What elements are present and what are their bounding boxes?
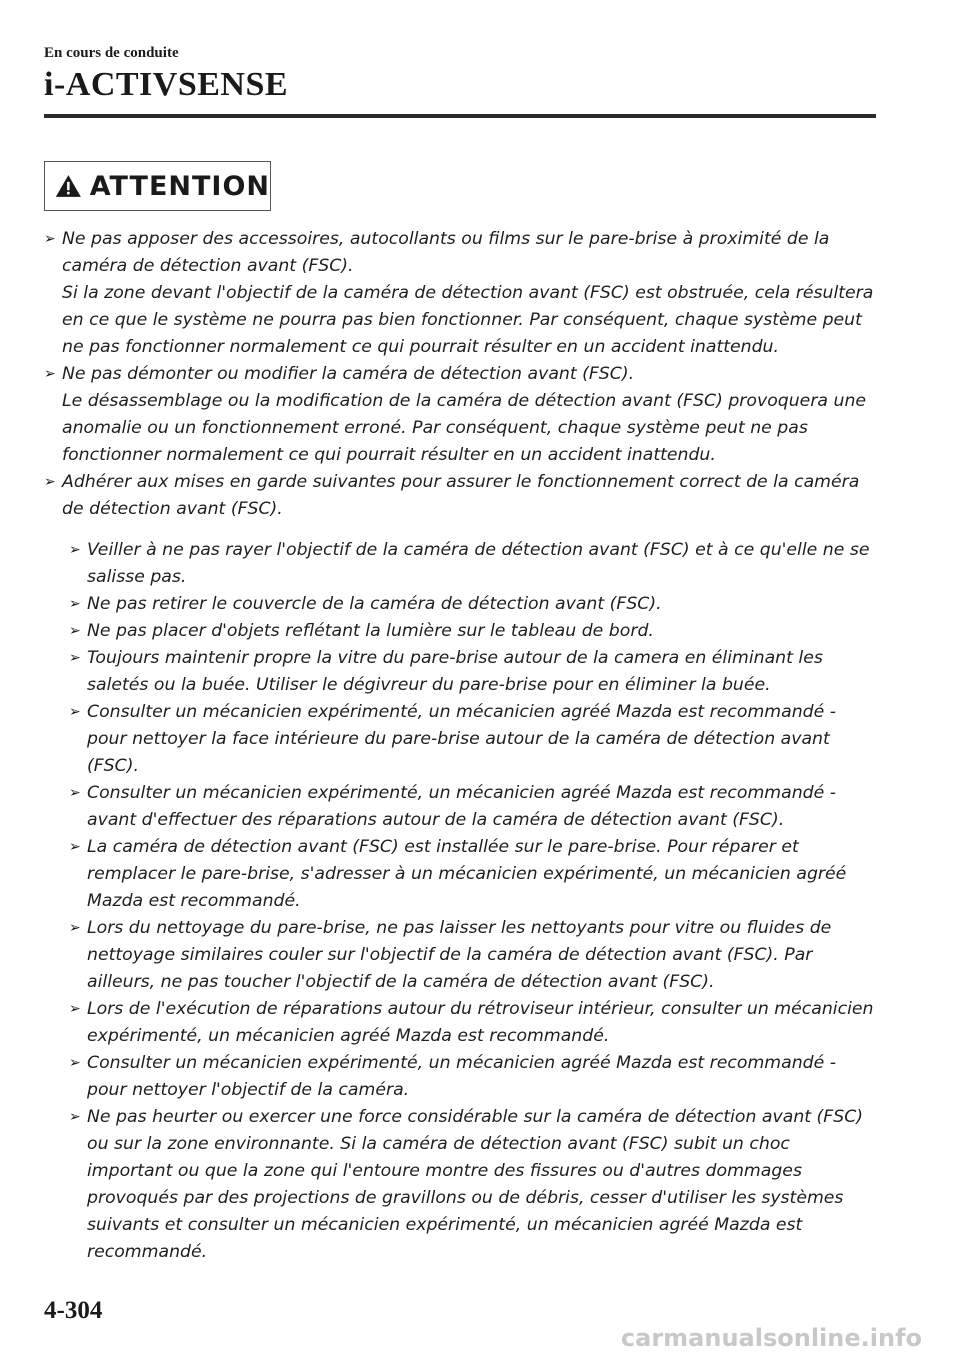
arrow-bullet-icon: ➢ (69, 650, 81, 666)
list-item (44, 469, 880, 523)
arrow-bullet-icon: ➢ (69, 785, 81, 801)
sub-item-text: Lors de l'exécution de réparations autour du rétroviseur intérieur, consulter un mécanicien expérimenté, un mécanicien agréé Mazda est recommandé. (87, 999, 874, 1046)
warning-triangle-icon (55, 172, 82, 200)
arrow-bullet-icon: ➢ (69, 623, 81, 639)
section-label: En cours de conduite (44, 45, 179, 61)
sub-item-text: Ne pas retirer le couvercle de la caméra de détection avant (FSC). (87, 594, 662, 614)
watermark: carmanualsonline.info (620, 1324, 922, 1352)
sub-list (44, 537, 880, 1266)
arrow-bullet-icon: ➢ (69, 839, 81, 855)
title-rule (44, 114, 876, 118)
sub-list-item (69, 915, 880, 996)
item-text: Ne pas démonter ou modifier la caméra de détection avant (FSC). (62, 364, 635, 384)
arrow-bullet-icon: ➢ (69, 542, 81, 558)
sub-item-text: Consulter un mécanicien expérimenté, un mécanicien agréé Mazda est recommandé - pour nettoyer l'objectif de la caméra. (87, 1053, 837, 1100)
arrow-bullet-icon: ➢ (69, 1109, 81, 1125)
sub-list-item (69, 537, 880, 591)
sub-list-item (69, 1050, 880, 1104)
attention-box (44, 161, 271, 211)
sub-item-text: Lors du nettoyage du pare-brise, ne pas laisser les nettoyants pour vitre ou fluides de nettoyage similaires couler sur l'objectif de la caméra de détection avant (FSC). Par ailleurs, ne pas toucher l'objectif de la caméra de détection avant (FSC). (87, 918, 832, 992)
sub-item-text: Ne pas heurter ou exercer une force considérable sur la caméra de détection avant (FSC) ou sur la zone environnante. Si la caméra de détection avant (FSC) subit un choc important ou que la zone qui l'entoure montre des fissures ou d'autres dommages provoqués par des projections de gravillons ou de débris, cesser d'utiliser les systèmes suivants et consulter un mécanicien expérimenté, un mécanicien agréé Mazda est recommandé. (87, 1107, 864, 1262)
sub-item-text: Consulter un mécanicien expérimenté, un mécanicien agréé Mazda est recommandé - pour nettoyer la face intérieure du pare-brise autour de la caméra de détection avant (FSC). (87, 702, 837, 776)
arrow-bullet-icon: ➢ (69, 1001, 81, 1017)
list-item (44, 361, 880, 469)
page-header (44, 44, 876, 118)
arrow-bullet-icon: ➢ (69, 596, 81, 612)
sub-list-item (69, 996, 880, 1050)
item-text: Ne pas apposer des accessoires, autocollants ou films sur le pare-brise à proximité de la caméra de détection avant (FSC). (62, 229, 830, 276)
arrow-bullet-icon: ➢ (44, 366, 56, 382)
sub-list-item (69, 645, 880, 699)
chapter-title: i-ACTIVSENSE (44, 66, 289, 103)
arrow-bullet-icon: ➢ (69, 1055, 81, 1071)
page-number: 4-304 (44, 1297, 103, 1324)
sub-list-item (69, 1104, 880, 1266)
warning-content (44, 226, 880, 1266)
sub-item-text: Toujours maintenir propre la vitre du pare-brise autour de la camera en éliminant les saletés ou la buée. Utiliser le dégivreur du pare-brise pour en éliminer la buée. (87, 648, 823, 695)
sub-list-item (69, 699, 880, 780)
sub-item-text: Ne pas placer d'objets reflétant la lumière sur le tableau de bord. (87, 621, 654, 641)
arrow-bullet-icon: ➢ (44, 231, 56, 247)
sub-list-item (69, 591, 880, 618)
sub-list-item (69, 834, 880, 915)
sub-item-text: Veiller à ne pas rayer l'objectif de la caméra de détection avant (FSC) et à ce qu'elle ne se salisse pas. (87, 540, 870, 587)
list-item (44, 226, 880, 361)
sub-item-text: Consulter un mécanicien expérimenté, un mécanicien agréé Mazda est recommandé - avant d'effectuer des réparations autour de la caméra de détection avant (FSC). (87, 783, 837, 830)
attention-label: ATTENTION (89, 170, 270, 202)
arrow-bullet-icon: ➢ (69, 704, 81, 720)
item-text: Si la zone devant l'objectif de la caméra de détection avant (FSC) est obstruée, cela résultera en ce que le système ne pourra pas bien fonctionner. Par conséquent, chaque système peut ne pas fonctionner normalement ce qui pourrait résulter en un accident inattendu. (62, 283, 874, 357)
sub-list-item (69, 780, 880, 834)
arrow-bullet-icon: ➢ (69, 920, 81, 936)
item-text: Adhérer aux mises en garde suivantes pour assurer le fonctionnement correct de la caméra de détection avant (FSC). (62, 472, 860, 519)
item-text: Le désassemblage ou la modification de la caméra de détection avant (FSC) provoquera une anomalie ou un fonctionnement erroné. Par conséquent, chaque système peut ne pas fonctionner normalement ce qui pourrait résulter en un accident inattendu. (62, 391, 867, 465)
sub-item-text: La caméra de détection avant (FSC) est installée sur le pare-brise. Pour réparer et remplacer le pare-brise, s'adresser à un mécanicien expérimenté, un mécanicien agréé Mazda est recommandé. (87, 837, 847, 911)
sub-list-item (69, 618, 880, 645)
arrow-bullet-icon: ➢ (44, 474, 56, 490)
